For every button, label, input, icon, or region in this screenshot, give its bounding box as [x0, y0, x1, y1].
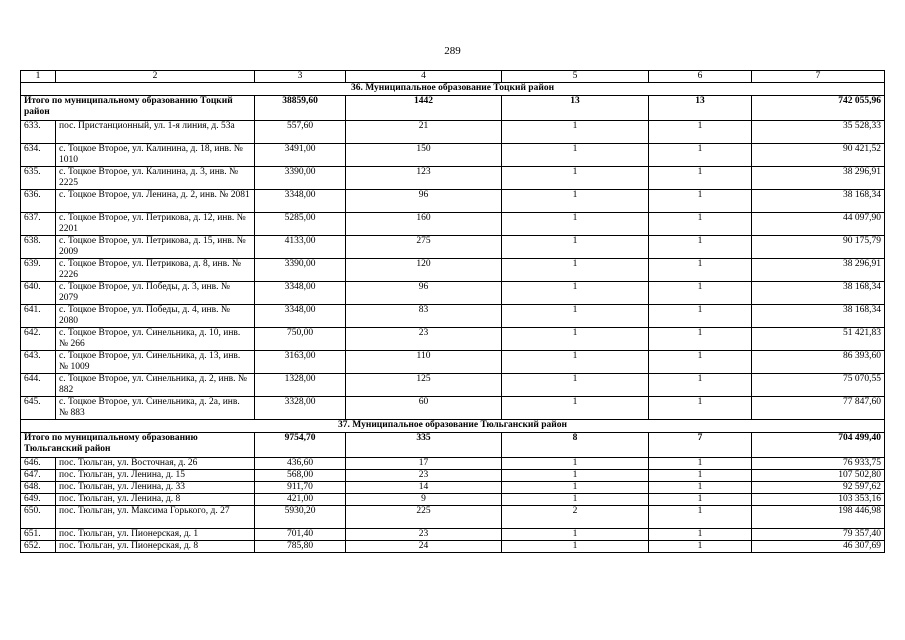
row-number: 637. — [21, 213, 56, 236]
row-col4: 21 — [346, 121, 502, 144]
row-col4: 24 — [346, 541, 502, 553]
row-col6: 1 — [649, 541, 752, 553]
row-cost: 38 296,91 — [752, 167, 885, 190]
row-address: с. Тоцкое Второе, ул. Синельника, д. 2, инв. № 882 — [56, 374, 255, 397]
row-col5: 1 — [502, 121, 649, 144]
table-row — [21, 328, 885, 351]
row-col6: 1 — [649, 213, 752, 236]
total-area: 9754,70 — [255, 433, 346, 458]
row-col5: 1 — [502, 458, 649, 470]
row-address: с. Тоцкое Второе, ул. Синельника, д. 10, инв. № 266 — [56, 328, 255, 351]
table-row — [21, 397, 885, 420]
row-address: с. Тоцкое Второе, ул. Победы, д. 4, инв. № 2080 — [56, 305, 255, 328]
col-header-7: 7 — [752, 71, 885, 83]
row-address: с. Тоцкое Второе, ул. Ленина, д. 2, инв. № 2081 — [56, 190, 255, 213]
row-address: пос. Тюльган, ул. Ленина, д. 33 — [56, 482, 255, 494]
row-address: пос. Тюльган, ул. Максима Горького, д. 27 — [56, 506, 255, 529]
row-number: 650. — [21, 506, 56, 529]
table-row — [21, 470, 885, 482]
row-col6: 1 — [649, 494, 752, 506]
total-col6: 13 — [649, 96, 752, 121]
row-col5: 1 — [502, 470, 649, 482]
row-col4: 96 — [346, 190, 502, 213]
section-rows — [21, 458, 885, 553]
row-col4: 9 — [346, 494, 502, 506]
row-address: с. Тоцкое Второе, ул. Синельника, д. 13, инв. № 1009 — [56, 351, 255, 374]
row-area: 5930,20 — [255, 506, 346, 529]
row-col6: 1 — [649, 351, 752, 374]
row-address: пос. Пристанционный, ул. 1-я линия, д. 53а — [56, 121, 255, 144]
table-row — [21, 541, 885, 553]
row-area: 3348,00 — [255, 190, 346, 213]
row-col6: 1 — [649, 328, 752, 351]
row-col4: 150 — [346, 144, 502, 167]
row-cost: 103 353,16 — [752, 494, 885, 506]
row-cost: 92 597,62 — [752, 482, 885, 494]
row-col6: 1 — [649, 190, 752, 213]
row-col4: 125 — [346, 374, 502, 397]
row-cost: 90 421,52 — [752, 144, 885, 167]
row-col5: 1 — [502, 144, 649, 167]
table-row — [21, 482, 885, 494]
table-row — [21, 213, 885, 236]
row-address: с. Тоцкое Второе, ул. Синельника, д. 2а, инв. № 883 — [56, 397, 255, 420]
row-col5: 1 — [502, 305, 649, 328]
row-cost: 44 097,90 — [752, 213, 885, 236]
row-area: 557,60 — [255, 121, 346, 144]
page-number: 289 — [444, 45, 461, 57]
row-cost: 75 070,55 — [752, 374, 885, 397]
row-col5: 1 — [502, 282, 649, 305]
row-cost: 38 296,91 — [752, 259, 885, 282]
row-cost: 198 446,98 — [752, 506, 885, 529]
row-col4: 17 — [346, 458, 502, 470]
row-col5: 1 — [502, 374, 649, 397]
total-col5: 8 — [502, 433, 649, 458]
row-col4: 83 — [346, 305, 502, 328]
row-address: с. Тоцкое Второе, ул. Петрикова, д. 12, инв. № 2201 — [56, 213, 255, 236]
row-cost: 77 847,60 — [752, 397, 885, 420]
row-cost: 79 357,40 — [752, 529, 885, 541]
row-area: 701,40 — [255, 529, 346, 541]
row-col5: 1 — [502, 190, 649, 213]
row-area: 5285,00 — [255, 213, 346, 236]
row-address: пос. Тюльган, ул. Ленина, д. 15 — [56, 470, 255, 482]
row-area: 3390,00 — [255, 167, 346, 190]
total-cost: 704 499,40 — [752, 433, 885, 458]
row-address: с. Тоцкое Второе, ул. Калинина, д. 3, инв. № 2225 — [56, 167, 255, 190]
row-col5: 1 — [502, 259, 649, 282]
row-area: 3348,00 — [255, 282, 346, 305]
row-number: 647. — [21, 470, 56, 482]
total-label: Итого по муниципальному образованию Тоцкий район — [21, 96, 255, 121]
total-col6: 7 — [649, 433, 752, 458]
row-address: с. Тоцкое Второе, ул. Калинина, д. 18, инв. № 1010 — [56, 144, 255, 167]
row-address: с. Тоцкое Второе, ул. Победы, д. 3, инв. № 2079 — [56, 282, 255, 305]
total-cost: 742 055,96 — [752, 96, 885, 121]
row-area: 3348,00 — [255, 305, 346, 328]
table-row — [21, 259, 885, 282]
row-area: 785,80 — [255, 541, 346, 553]
row-area: 1328,00 — [255, 374, 346, 397]
row-cost: 46 307,69 — [752, 541, 885, 553]
row-area: 911,70 — [255, 482, 346, 494]
row-col4: 14 — [346, 482, 502, 494]
row-col6: 1 — [649, 458, 752, 470]
row-area: 3328,00 — [255, 397, 346, 420]
row-col4: 96 — [346, 282, 502, 305]
row-cost: 51 421,83 — [752, 328, 885, 351]
row-col4: 23 — [346, 470, 502, 482]
row-cost: 38 168,34 — [752, 305, 885, 328]
table-row — [21, 506, 885, 529]
row-cost: 107 502,80 — [752, 470, 885, 482]
table-row — [21, 190, 885, 213]
row-number: 638. — [21, 236, 56, 259]
col-header-2: 2 — [56, 71, 255, 83]
row-cost: 86 393,60 — [752, 351, 885, 374]
col-header-6: 6 — [649, 71, 752, 83]
row-col6: 1 — [649, 121, 752, 144]
row-col5: 1 — [502, 482, 649, 494]
row-col4: 160 — [346, 213, 502, 236]
row-col5: 1 — [502, 167, 649, 190]
table-row — [21, 167, 885, 190]
row-area: 568,00 — [255, 470, 346, 482]
row-col4: 120 — [346, 259, 502, 282]
row-col4: 225 — [346, 506, 502, 529]
row-number: 651. — [21, 529, 56, 541]
row-number: 641. — [21, 305, 56, 328]
row-address: с. Тоцкое Второе, ул. Петрикова, д. 15, инв. № 2009 — [56, 236, 255, 259]
row-col4: 60 — [346, 397, 502, 420]
table-row — [21, 305, 885, 328]
table-row — [21, 529, 885, 541]
row-col6: 1 — [649, 144, 752, 167]
row-number: 642. — [21, 328, 56, 351]
row-number: 635. — [21, 167, 56, 190]
col-header-5: 5 — [502, 71, 649, 83]
row-number: 646. — [21, 458, 56, 470]
table-row — [21, 236, 885, 259]
total-area: 38859,60 — [255, 96, 346, 121]
row-number: 640. — [21, 282, 56, 305]
row-number: 633. — [21, 121, 56, 144]
col-header-1: 1 — [21, 71, 56, 83]
table-row — [21, 494, 885, 506]
row-area: 4133,00 — [255, 236, 346, 259]
row-cost: 38 168,34 — [752, 190, 885, 213]
row-col6: 1 — [649, 397, 752, 420]
section-total-row — [21, 433, 885, 458]
row-number: 634. — [21, 144, 56, 167]
row-number: 636. — [21, 190, 56, 213]
row-col6: 1 — [649, 236, 752, 259]
section-title: 36. Муниципальное образование Тоцкий район — [21, 83, 885, 96]
row-col4: 23 — [346, 529, 502, 541]
row-address: с. Тоцкое Второе, ул. Петрикова, д. 8, инв. № 2226 — [56, 259, 255, 282]
row-col5: 1 — [502, 529, 649, 541]
table-row — [21, 351, 885, 374]
row-col5: 1 — [502, 494, 649, 506]
row-col5: 2 — [502, 506, 649, 529]
register-table — [20, 70, 885, 553]
row-col6: 1 — [649, 167, 752, 190]
row-col6: 1 — [649, 482, 752, 494]
row-address: пос. Тюльган, ул. Пионерская, д. 8 — [56, 541, 255, 553]
row-address: пос. Тюльган, ул. Пионерская, д. 1 — [56, 529, 255, 541]
total-col4: 1442 — [346, 96, 502, 121]
row-col5: 1 — [502, 351, 649, 374]
row-address: пос. Тюльган, ул. Восточная, д. 26 — [56, 458, 255, 470]
table-row — [21, 282, 885, 305]
row-cost: 38 168,34 — [752, 282, 885, 305]
table-row — [21, 121, 885, 144]
table-row — [21, 458, 885, 470]
row-area: 436,60 — [255, 458, 346, 470]
row-area: 750,00 — [255, 328, 346, 351]
row-cost: 76 933,75 — [752, 458, 885, 470]
col-header-4: 4 — [346, 71, 502, 83]
row-address: пос. Тюльган, ул. Ленина, д. 8 — [56, 494, 255, 506]
table-row — [21, 374, 885, 397]
section-title: 37. Муниципальное образование Тюльганский район — [21, 420, 885, 433]
row-col5: 1 — [502, 328, 649, 351]
total-col5: 13 — [502, 96, 649, 121]
row-col4: 23 — [346, 328, 502, 351]
section-rows — [21, 121, 885, 420]
section-title-row — [21, 83, 885, 96]
row-number: 639. — [21, 259, 56, 282]
row-col6: 1 — [649, 282, 752, 305]
section-total-row — [21, 96, 885, 121]
row-area: 421,00 — [255, 494, 346, 506]
row-number: 648. — [21, 482, 56, 494]
col-header-3: 3 — [255, 71, 346, 83]
row-col6: 1 — [649, 506, 752, 529]
row-number: 644. — [21, 374, 56, 397]
row-area: 3163,00 — [255, 351, 346, 374]
total-col4: 335 — [346, 433, 502, 458]
table-row — [21, 144, 885, 167]
row-number: 649. — [21, 494, 56, 506]
row-col6: 1 — [649, 529, 752, 541]
row-col5: 1 — [502, 236, 649, 259]
row-col6: 1 — [649, 470, 752, 482]
row-cost: 90 175,79 — [752, 236, 885, 259]
row-col4: 123 — [346, 167, 502, 190]
row-col6: 1 — [649, 374, 752, 397]
row-col4: 110 — [346, 351, 502, 374]
row-number: 645. — [21, 397, 56, 420]
row-number: 643. — [21, 351, 56, 374]
row-col6: 1 — [649, 259, 752, 282]
row-area: 3491,00 — [255, 144, 346, 167]
section-title-row — [21, 420, 885, 433]
row-number: 652. — [21, 541, 56, 553]
column-number-row — [21, 71, 885, 83]
row-col5: 1 — [502, 541, 649, 553]
row-cost: 35 528,33 — [752, 121, 885, 144]
row-col5: 1 — [502, 397, 649, 420]
row-area: 3390,00 — [255, 259, 346, 282]
row-col5: 1 — [502, 213, 649, 236]
total-label: Итого по муниципальному образованию Тюльганский район — [21, 433, 255, 458]
row-col6: 1 — [649, 305, 752, 328]
row-col4: 275 — [346, 236, 502, 259]
